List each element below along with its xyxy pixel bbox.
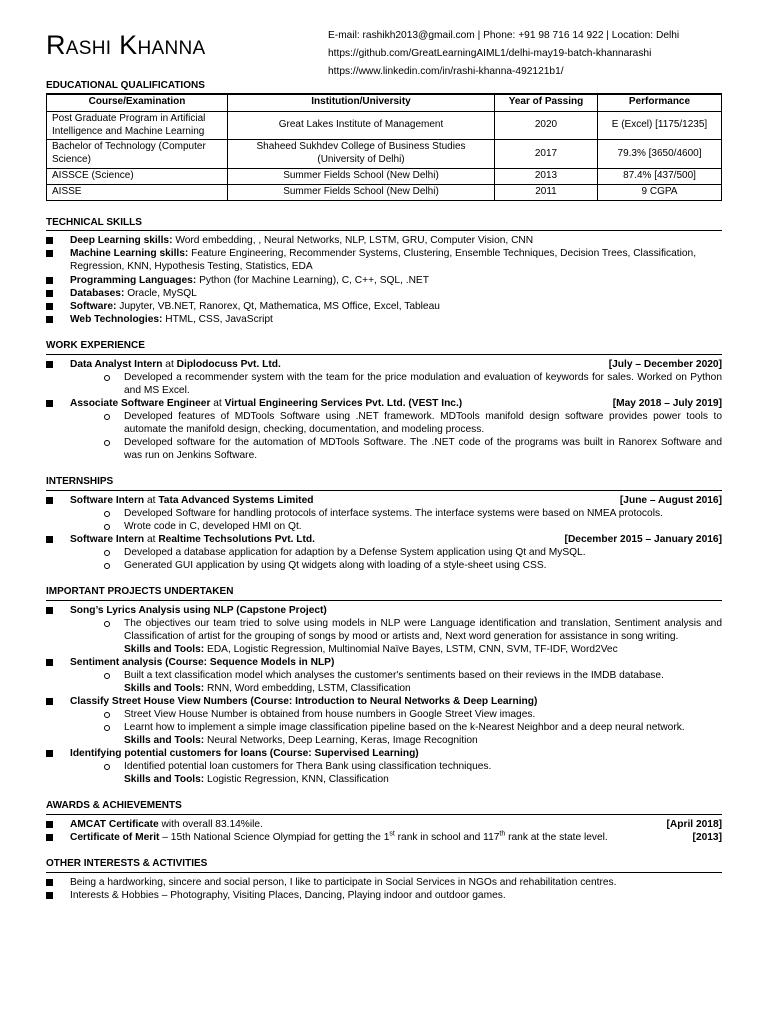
circle-bullet-icon: [104, 712, 110, 718]
skill-item: [46, 300, 722, 313]
job-dates: [December 2015 – January 2016]: [564, 533, 722, 545]
square-bullet-icon: [46, 821, 53, 828]
interest-item: [46, 889, 722, 902]
skill-label: Machine Learning skills:: [70, 248, 189, 260]
skill-text: Feature Engineering, Recommender Systems, Clustering, Ensemble Techniques, Decision Trees, Classification, Regression, KNN, Hypothesis Testing, Statistics, EDA: [70, 248, 697, 273]
edu-institution: Summer Fields School (New Delhi): [228, 184, 495, 200]
edu-performance: 79.3% [3650/4600]: [598, 140, 722, 169]
edu-course: AISSE: [47, 184, 228, 200]
job-at: at: [144, 494, 159, 506]
square-bullet-icon: [46, 497, 53, 504]
award-date: [2013]: [692, 832, 722, 844]
edu-course: AISSCE (Science): [47, 168, 228, 184]
job-point-text: Developed a recommender system with the team for the price modulation and evaluation of keywords for sales. Worked on Python and MS Excel.: [124, 371, 722, 396]
job-role: Software Intern: [70, 494, 145, 506]
edu-institution: Great Lakes Institute of Management: [228, 111, 495, 140]
awards-heading: AWARDS & ACHIEVEMENTS: [46, 800, 722, 815]
skill-item: [46, 247, 722, 273]
job-point: [102, 410, 722, 436]
square-bullet-icon: [46, 290, 53, 297]
project-skills: [102, 682, 722, 695]
project-title: Song’s Lyrics Analysis using NLP (Capstone Project): [70, 604, 327, 616]
header-year: Year of Passing: [495, 94, 598, 112]
contact-block: [328, 27, 679, 81]
skill-text: Python (for Machine Learning), C, C++, SQL, .NET: [196, 274, 429, 286]
resume-header: [46, 24, 722, 80]
square-bullet-icon: [46, 834, 53, 841]
job-title-line: [70, 358, 281, 371]
job-point: [102, 436, 722, 462]
project-item: [46, 604, 722, 656]
job-dates: [May 2018 – July 2019]: [612, 397, 722, 409]
job-point-text: Developed features of MDTools Software using .NET framework. MDTools manifold design software provides power tools to automate the manifold design, checking, documentation, and modeling process.: [124, 410, 722, 435]
job-points: [70, 410, 722, 462]
job-title-line: [70, 533, 315, 546]
project-skills-text: Neural Networks, Deep Learning, Keras, Image Recognition: [204, 735, 478, 747]
job-item: [46, 358, 722, 397]
circle-bullet-icon: [104, 524, 110, 530]
edu-year: 2017: [495, 140, 598, 169]
project-points: [70, 617, 722, 656]
square-bullet-icon: [46, 237, 53, 244]
skill-item: [46, 234, 722, 247]
project-title: Identifying potential customers for loans (Course: Supervised Learning): [70, 748, 419, 760]
circle-bullet-icon: [104, 764, 110, 770]
project-skills-label: Skills and Tools:: [124, 774, 205, 786]
education-row: [47, 168, 722, 184]
edu-institution: Shaheed Sukhdev College of Business Studies (University of Delhi): [228, 140, 495, 169]
interests-heading: OTHER INTERESTS & ACTIVITIES: [46, 858, 722, 873]
award-text: with overall 83.14%ile.: [158, 819, 263, 831]
github-link[interactable]: https://github.com/GreatLearningAIML1/delhi-may19-batch-khannarashi: [328, 48, 652, 59]
circle-bullet-icon: [104, 563, 110, 569]
square-bullet-icon: [46, 361, 53, 368]
job-point-text: Developed a database application for adaption by a Defense System application using Qt and MySQL.: [124, 546, 586, 558]
award-superscript: th: [499, 830, 506, 838]
project-point-text: Identified potential loan customers for Thera Bank using classification techniques.: [124, 761, 492, 773]
job-points: [70, 507, 722, 533]
edu-performance: 87.4% [437/500]: [598, 168, 722, 184]
work-heading: WORK EXPERIENCE: [46, 340, 722, 355]
job-at: at: [144, 533, 159, 545]
skill-item: [46, 274, 722, 287]
project-points: [70, 708, 722, 747]
edu-performance: E (Excel) [1175/1235]: [598, 111, 722, 140]
job-point-text: Generated GUI application by using Qt widgets along with loading of a style-sheet using CSS.: [124, 559, 547, 571]
award-text: – 15th National Science Olympiad for getting the 1: [159, 832, 390, 844]
project-skills: [102, 734, 722, 747]
award-item: [46, 818, 722, 831]
square-bullet-icon: [46, 892, 53, 899]
job-dates: [July – December 2020]: [608, 358, 722, 370]
project-point-text: Street View House Number is obtained from house numbers in Google Street View images.: [124, 709, 536, 721]
job-point: [102, 559, 722, 572]
interest-item: [46, 876, 722, 889]
skill-label: Software:: [70, 300, 117, 312]
project-point: [102, 760, 722, 773]
award-superscript: st: [389, 830, 395, 838]
interest-text: Being a hardworking, sincere and social person, I like to participate in Social Services in NGOs and rehabilitation centres.: [70, 877, 617, 889]
project-skills-text: RNN, Word embedding, LSTM, Classification: [204, 683, 411, 695]
square-bullet-icon: [46, 698, 53, 705]
projects-list: [46, 604, 722, 787]
circle-bullet-icon: [104, 621, 110, 627]
skill-label: Programming Languages:: [70, 274, 197, 286]
square-bullet-icon: [46, 400, 53, 407]
square-bullet-icon: [46, 659, 53, 666]
project-point: [102, 721, 722, 734]
project-point-text: Learnt how to implement a simple image classification pipeline based on the k-Nearest Neighbor and a deep neural network.: [124, 722, 685, 734]
square-bullet-icon: [46, 750, 53, 757]
circle-bullet-icon: [104, 550, 110, 556]
job-company: Tata Advanced Systems Limited: [158, 494, 314, 506]
circle-bullet-icon: [104, 440, 110, 446]
circle-bullet-icon: [104, 673, 110, 679]
job-dates: [June – August 2016]: [619, 494, 722, 506]
awards-list: [46, 818, 722, 844]
work-list: [46, 358, 722, 462]
interest-text: Interests & Hobbies – Photography, Visiting Places, Dancing, Playing indoor and outdoor games.: [70, 890, 506, 902]
job-point-text: Wrote code in C, developed HMI on Qt.: [124, 520, 302, 532]
skill-item: [46, 313, 722, 326]
project-title: Sentiment analysis (Course: Sequence Models in NLP): [70, 656, 335, 668]
interests-list: [46, 876, 722, 902]
project-item: [46, 695, 722, 747]
skills-list: [46, 234, 722, 325]
job-role: Associate Software Engineer: [70, 397, 211, 409]
job-header: [70, 397, 722, 410]
project-skills-label: Skills and Tools:: [124, 683, 205, 695]
project-point-text: The objectives our team tried to solve using models in NLP were Language identification and translation, Sentiment analysis and Classification of artist for the grouping of songs by mood or artists and, Next word generation for assistance in song writing.: [124, 617, 722, 642]
edu-institution: Summer Fields School (New Delhi): [228, 168, 495, 184]
project-skills-label: Skills and Tools:: [124, 643, 205, 655]
project-point: [102, 708, 722, 721]
job-point-text: Developed Software for handling protocols of interface systems. The interface systems were based on NMEA protocols.: [124, 507, 663, 519]
header-course: Course/Examination: [47, 94, 228, 112]
education-row: [47, 140, 722, 169]
resume-page: [46, 24, 722, 902]
project-point: [102, 617, 722, 643]
award-label: AMCAT Certificate: [70, 819, 159, 831]
job-point-text: Developed software for the automation of MDTools Software. The .NET code of the programs was built in Ranorex Software and was run on Jenkins Software.: [124, 436, 722, 461]
project-points: [70, 669, 722, 695]
project-skills: [102, 773, 722, 786]
edu-year: 2011: [495, 184, 598, 200]
project-title: Classify Street House View Numbers (Course: Introduction to Neural Networks & Deep Learning): [70, 696, 538, 708]
award-text: rank in school and 117: [394, 832, 500, 844]
skills-heading: TECHNICAL SKILLS: [46, 217, 722, 232]
square-bullet-icon: [46, 879, 53, 886]
edu-performance: 9 CGPA: [598, 184, 722, 200]
project-item: [46, 656, 722, 695]
job-role: Data Analyst Intern: [70, 358, 163, 370]
project-skills-text: EDA, Logistic Regression, Multinomial Naïve Bayes, LSTM, CNN, SVM, TF-IDF, Word2Vec: [204, 643, 618, 655]
square-bullet-icon: [46, 536, 53, 543]
linkedin-link[interactable]: https://www.linkedin.com/in/rashi-khanna-492121b1/: [328, 66, 564, 77]
job-item: [46, 533, 722, 572]
job-points: [70, 371, 722, 397]
skill-text: HTML, CSS, JavaScript: [162, 313, 273, 325]
skill-item: [46, 287, 722, 300]
edu-year: 2013: [495, 168, 598, 184]
education-heading: EDUCATIONAL QUALIFICATIONS: [46, 80, 205, 91]
project-point: [102, 669, 722, 682]
edu-year: 2020: [495, 111, 598, 140]
job-company: Realtime Techsolutions Pvt. Ltd.: [158, 533, 315, 545]
award-text: rank at the state level.: [505, 832, 608, 844]
circle-bullet-icon: [104, 511, 110, 517]
project-points: [70, 760, 722, 786]
internships-heading: INTERNSHIPS: [46, 476, 722, 491]
award-date: [April 2018]: [666, 819, 722, 831]
job-header: [70, 494, 722, 507]
education-table: [46, 93, 722, 201]
project-skills-label: Skills and Tools:: [124, 735, 205, 747]
job-at: at: [210, 397, 225, 409]
job-company: Virtual Engineering Services Pvt. Ltd. (VEST Inc.): [224, 397, 463, 409]
job-header: [70, 358, 722, 371]
skill-text: Jupyter, VB.NET, Ranorex, Qt, Mathematica, MS Office, Excel, Tableau: [116, 300, 440, 312]
project-skills-text: Logistic Regression, KNN, Classification: [204, 774, 389, 786]
job-points: [70, 546, 722, 572]
job-point: [102, 546, 722, 559]
job-point: [102, 507, 722, 520]
job-point: [102, 520, 722, 533]
award-label: Certificate of Merit: [70, 832, 160, 844]
square-bullet-icon: [46, 277, 53, 284]
project-item: [46, 747, 722, 786]
job-point: [102, 371, 722, 397]
job-item: [46, 397, 722, 462]
edu-course: Bachelor of Technology (Computer Science): [47, 140, 228, 169]
education-table-body: [47, 111, 722, 200]
award-item: [46, 831, 722, 844]
contact-line-email-phone: E-mail: rashikh2013@gmail.com | Phone: +91 98 716 14 922 | Location: Delhi: [328, 30, 680, 41]
header-institution: Institution/University: [228, 94, 495, 112]
skill-label: Deep Learning skills:: [70, 235, 173, 247]
education-row: [47, 111, 722, 140]
project-point-text: Built a text classification model which analyses the customer's sentiments based on their reviews in the IMDB database.: [124, 669, 664, 681]
job-title-line: [70, 494, 313, 507]
circle-bullet-icon: [104, 414, 110, 420]
circle-bullet-icon: [104, 375, 110, 381]
job-header: [70, 533, 722, 546]
job-company: Diplodocuss Pvt. Ltd.: [176, 358, 281, 370]
square-bullet-icon: [46, 607, 53, 614]
skill-text: Oracle, MySQL: [124, 287, 197, 299]
square-bullet-icon: [46, 316, 53, 323]
job-title-line: [70, 397, 462, 410]
square-bullet-icon: [46, 303, 53, 310]
job-role: Software Intern: [70, 533, 145, 545]
header-performance: Performance: [598, 94, 722, 112]
job-item: [46, 494, 722, 533]
square-bullet-icon: [46, 250, 53, 257]
education-table-header: [47, 94, 722, 112]
projects-heading: IMPORTANT PROJECTS UNDERTAKEN: [46, 586, 722, 601]
circle-bullet-icon: [104, 725, 110, 731]
job-at: at: [162, 358, 177, 370]
skill-label: Databases:: [70, 287, 125, 299]
candidate-name: Rashi Khanna: [46, 30, 206, 60]
edu-course: Post Graduate Program in Artificial Intelligence and Machine Learning: [47, 111, 228, 140]
skill-label: Web Technologies:: [70, 313, 163, 325]
internships-list: [46, 494, 722, 572]
skill-text: Word embedding, , Neural Networks, NLP, LSTM, GRU, Computer Vision, CNN: [172, 235, 534, 247]
project-skills: [102, 643, 722, 656]
education-row: [47, 184, 722, 200]
